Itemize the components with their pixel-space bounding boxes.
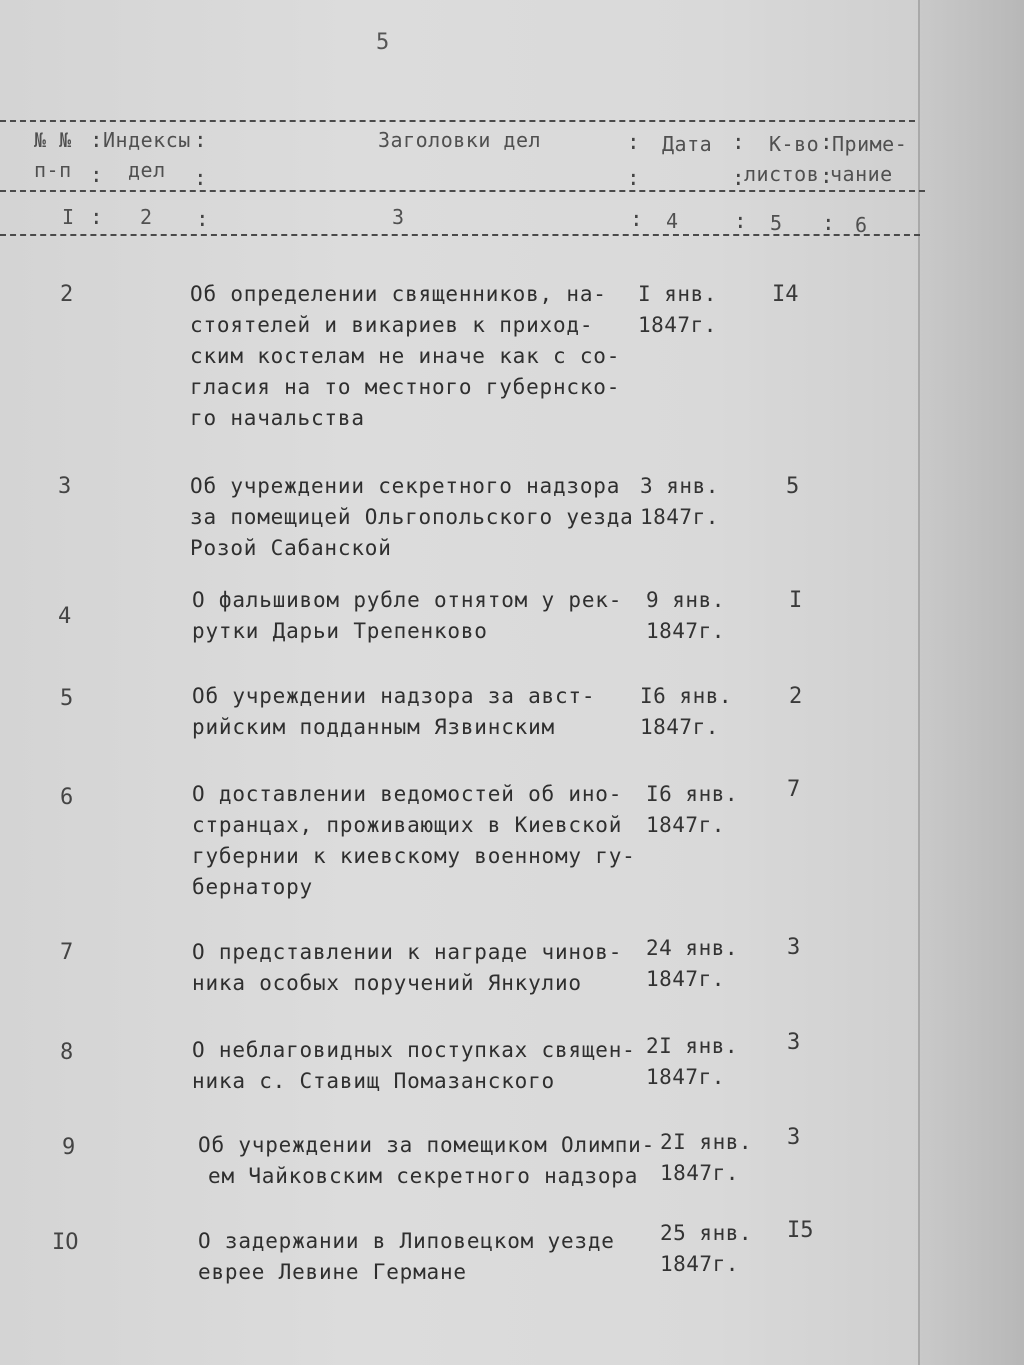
header-separator: : [630, 207, 643, 231]
case-title [192, 1035, 636, 1097]
case-title-line: рутки Дарьи Трепенково [192, 619, 488, 643]
case-date-line: 3 янв. [640, 474, 719, 498]
case-title-line: О неблаговидных поступках священ- [192, 1038, 636, 1062]
case-title-line: еврее Левине Германе [198, 1260, 467, 1284]
case-date [646, 933, 738, 995]
case-title-line: Об учреждении секретного надзора [190, 474, 621, 498]
case-title-line: гласия на то местного губернско- [190, 375, 621, 399]
header-separator: : [90, 163, 103, 187]
case-title-line: странцах, проживающих в Киевской [192, 813, 623, 837]
case-title-line: бернатору [192, 875, 313, 899]
row-number: 2 [60, 282, 74, 307]
header-col2-bottom: дел [128, 158, 166, 182]
case-title-line: за помещицей Ольгопольского уезда [190, 505, 634, 529]
case-title-line: Об учреждении надзора за авст- [192, 684, 596, 708]
row-number: IO [52, 1230, 79, 1255]
case-title [198, 1130, 655, 1192]
row-number: 5 [60, 686, 74, 711]
sheet-count: I [789, 588, 803, 613]
header-col5-top: К-во [769, 132, 820, 156]
case-title-line: О задержании в Липовецком уезде [198, 1229, 615, 1253]
case-date-line: I6 янв. [640, 684, 733, 708]
case-date-line: I янв. [638, 282, 717, 306]
sheet-count: 2 [789, 684, 803, 709]
header-col2-top: Индексы [103, 128, 191, 152]
header-col6-bottom: чание [830, 162, 893, 186]
header-separator: : [194, 128, 207, 152]
case-title-line: стоятелей и викариев к приход- [190, 313, 594, 337]
case-title [192, 937, 622, 999]
case-title-line: ским костелам не иначе как с со- [190, 344, 621, 368]
case-title-line: рийским подданным Язвинским [192, 715, 555, 739]
case-date-line: I6 янв. [646, 782, 739, 806]
case-date-line: 1847г. [638, 313, 717, 337]
case-title-line: го начальства [190, 406, 365, 430]
sheet-count: 3 [787, 1030, 801, 1055]
case-date-line: 25 янв. [660, 1221, 753, 1245]
row-number: 4 [58, 604, 72, 629]
case-title-line: ника особых поручений Янкулио [192, 971, 582, 995]
header-col3: Заголовки дел [378, 128, 542, 152]
header-separator: : [196, 207, 209, 231]
sheet-count: 5 [786, 474, 800, 499]
header-separator: : [822, 211, 835, 235]
case-title [192, 681, 595, 743]
case-title-line: Об определении священников, на- [190, 282, 607, 306]
header-separator: : [734, 209, 747, 233]
header-separator: : [732, 166, 745, 190]
sheet-count: 3 [787, 935, 801, 960]
header-number-5: 5 [770, 211, 783, 235]
row-number: 8 [60, 1040, 74, 1065]
case-date [640, 471, 719, 533]
case-date-line: 1847г. [646, 813, 725, 837]
case-title-line: ем Чайковским секретного надзора [208, 1164, 639, 1188]
header-col4: Дата [662, 132, 713, 156]
header-col1-top: № № [34, 128, 72, 152]
case-date-line: 1847г. [640, 715, 719, 739]
case-date [660, 1218, 752, 1280]
case-date [646, 779, 738, 841]
case-title-line: Розой Сабанской [190, 536, 392, 560]
header-separator: : [194, 166, 207, 190]
row-number: 7 [60, 940, 74, 965]
case-title-line: О фальшивом рубле отнятом у рек- [192, 588, 623, 612]
header-number-2: 2 [140, 205, 153, 229]
case-title-line: Об учреждении за помещиком Олимпи- [198, 1133, 656, 1157]
case-date-line: 1847г. [660, 1161, 739, 1185]
row-number: 9 [62, 1135, 76, 1160]
header-col5-bottom: листов [744, 162, 820, 186]
sheet-count: I4 [772, 282, 799, 307]
case-date-line: 24 янв. [646, 936, 739, 960]
row-number: 3 [58, 474, 72, 499]
case-date-line: 9 янв. [646, 588, 725, 612]
case-title [190, 471, 634, 564]
header-separator: : [90, 205, 103, 229]
header-separator: : [627, 130, 640, 154]
case-title-line: О представлении к награде чинов- [192, 940, 623, 964]
sheet-count: 3 [787, 1125, 801, 1150]
case-title-line: О доставлении ведомостей об ино- [192, 782, 623, 806]
case-date-line: 1847г. [646, 1065, 725, 1089]
case-date [640, 681, 732, 743]
sheet-count: I5 [787, 1218, 814, 1243]
header-separator: : [90, 128, 103, 152]
row-number: 6 [60, 785, 74, 810]
case-title [198, 1226, 615, 1288]
case-title-line: губернии к киевскому военному гу- [192, 844, 636, 868]
case-date [638, 279, 717, 341]
header-separator: : [627, 166, 640, 190]
case-date-line: 1847г. [660, 1252, 739, 1276]
header-col1-bottom: п-п [34, 158, 72, 182]
header-number-6: 6 [855, 213, 868, 237]
header-number-4: 4 [666, 209, 679, 233]
header-separator: : [820, 164, 833, 188]
case-date [646, 1031, 738, 1093]
header-rule-top [0, 120, 915, 122]
case-date [660, 1127, 752, 1189]
case-date [646, 585, 725, 647]
header-rule-middle [0, 190, 925, 192]
case-date-line: 2I янв. [660, 1130, 753, 1154]
case-date-line: 1847г. [646, 619, 725, 643]
case-date-line: 1847г. [646, 967, 725, 991]
page-number: 5 [376, 30, 390, 55]
header-number-1: I [62, 205, 75, 229]
sheet-count: 7 [787, 777, 801, 802]
header-number-3: 3 [392, 205, 405, 229]
case-title [192, 779, 636, 903]
case-title [190, 279, 620, 434]
case-date-line: 1847г. [640, 505, 719, 529]
case-date-line: 2I янв. [646, 1034, 739, 1058]
header-separator: : [732, 130, 745, 154]
header-col6-top: Приме- [832, 132, 908, 156]
sheet-edge [918, 0, 1024, 1365]
case-title [192, 585, 622, 647]
header-separator: : [820, 130, 833, 154]
case-title-line: ника с. Ставищ Помазанского [192, 1069, 555, 1093]
